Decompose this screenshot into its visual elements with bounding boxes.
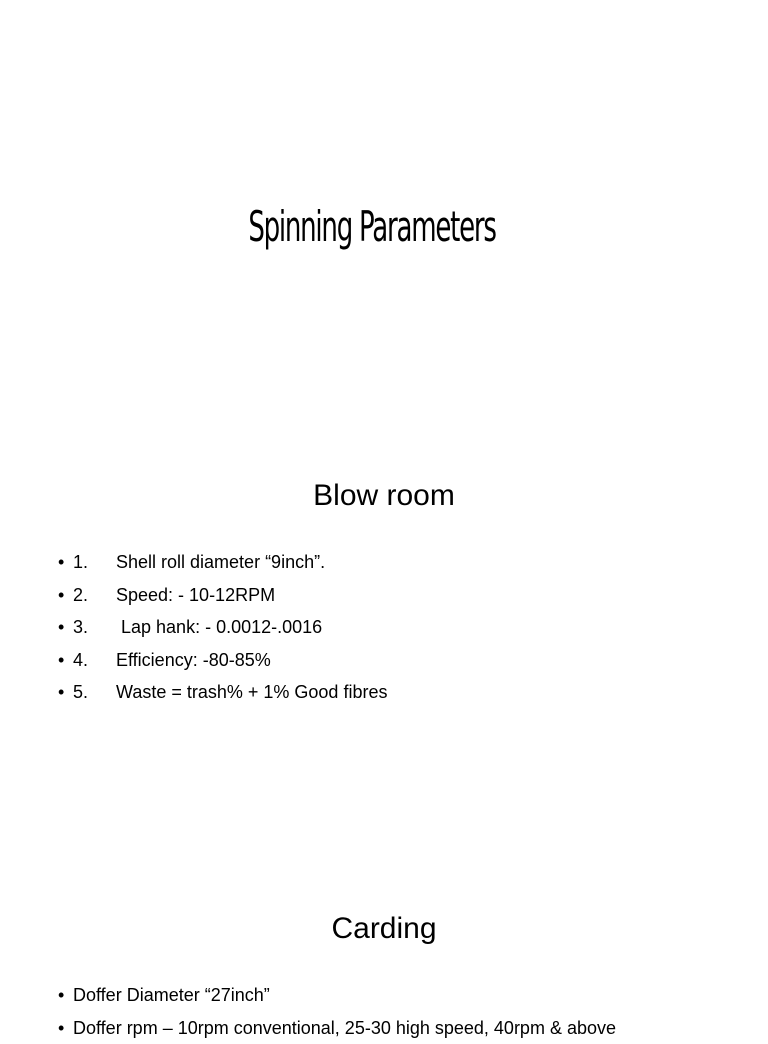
list-item xyxy=(58,546,387,579)
list-item xyxy=(58,979,616,1012)
list-item-number: 5. xyxy=(73,676,116,709)
list-item-number: 2. xyxy=(73,579,116,612)
list-item xyxy=(58,611,387,644)
list-item-text: Shell roll diameter “9inch”. xyxy=(116,552,325,572)
carding-list xyxy=(58,979,616,1044)
bullet-icon: • xyxy=(58,1012,64,1044)
bullet-icon: • xyxy=(58,611,64,644)
list-item-number: 3. xyxy=(73,611,116,644)
list-item-text: Waste = trash% + 1% Good fibres xyxy=(116,682,387,702)
list-item-text: Lap hank: - 0.0012-.0016 xyxy=(116,617,322,637)
bullet-icon: • xyxy=(58,546,64,579)
bullet-icon: • xyxy=(58,979,64,1012)
bullet-icon: • xyxy=(58,579,64,612)
slide-title: Spinning Parameters xyxy=(141,200,602,254)
blow-room-list xyxy=(58,546,387,709)
list-item-number: 4. xyxy=(73,644,116,677)
list-item xyxy=(58,676,387,709)
list-item-number: 1. xyxy=(73,546,116,579)
bullet-icon: • xyxy=(58,644,64,677)
section-heading-carding: Carding xyxy=(0,910,768,948)
list-item xyxy=(58,644,387,677)
list-item-text: Doffer Diameter “27inch” xyxy=(73,985,270,1005)
list-item xyxy=(58,579,387,612)
list-item xyxy=(58,1012,616,1044)
list-item-text: Efficiency: -80-85% xyxy=(116,650,271,670)
list-item-text: Speed: - 10-12RPM xyxy=(116,585,275,605)
section-heading-blow-room: Blow room xyxy=(0,477,768,515)
bullet-icon: • xyxy=(58,676,64,709)
list-item-text: Doffer rpm – 10rpm conventional, 25-30 high speed, 40rpm & above xyxy=(73,1018,616,1038)
